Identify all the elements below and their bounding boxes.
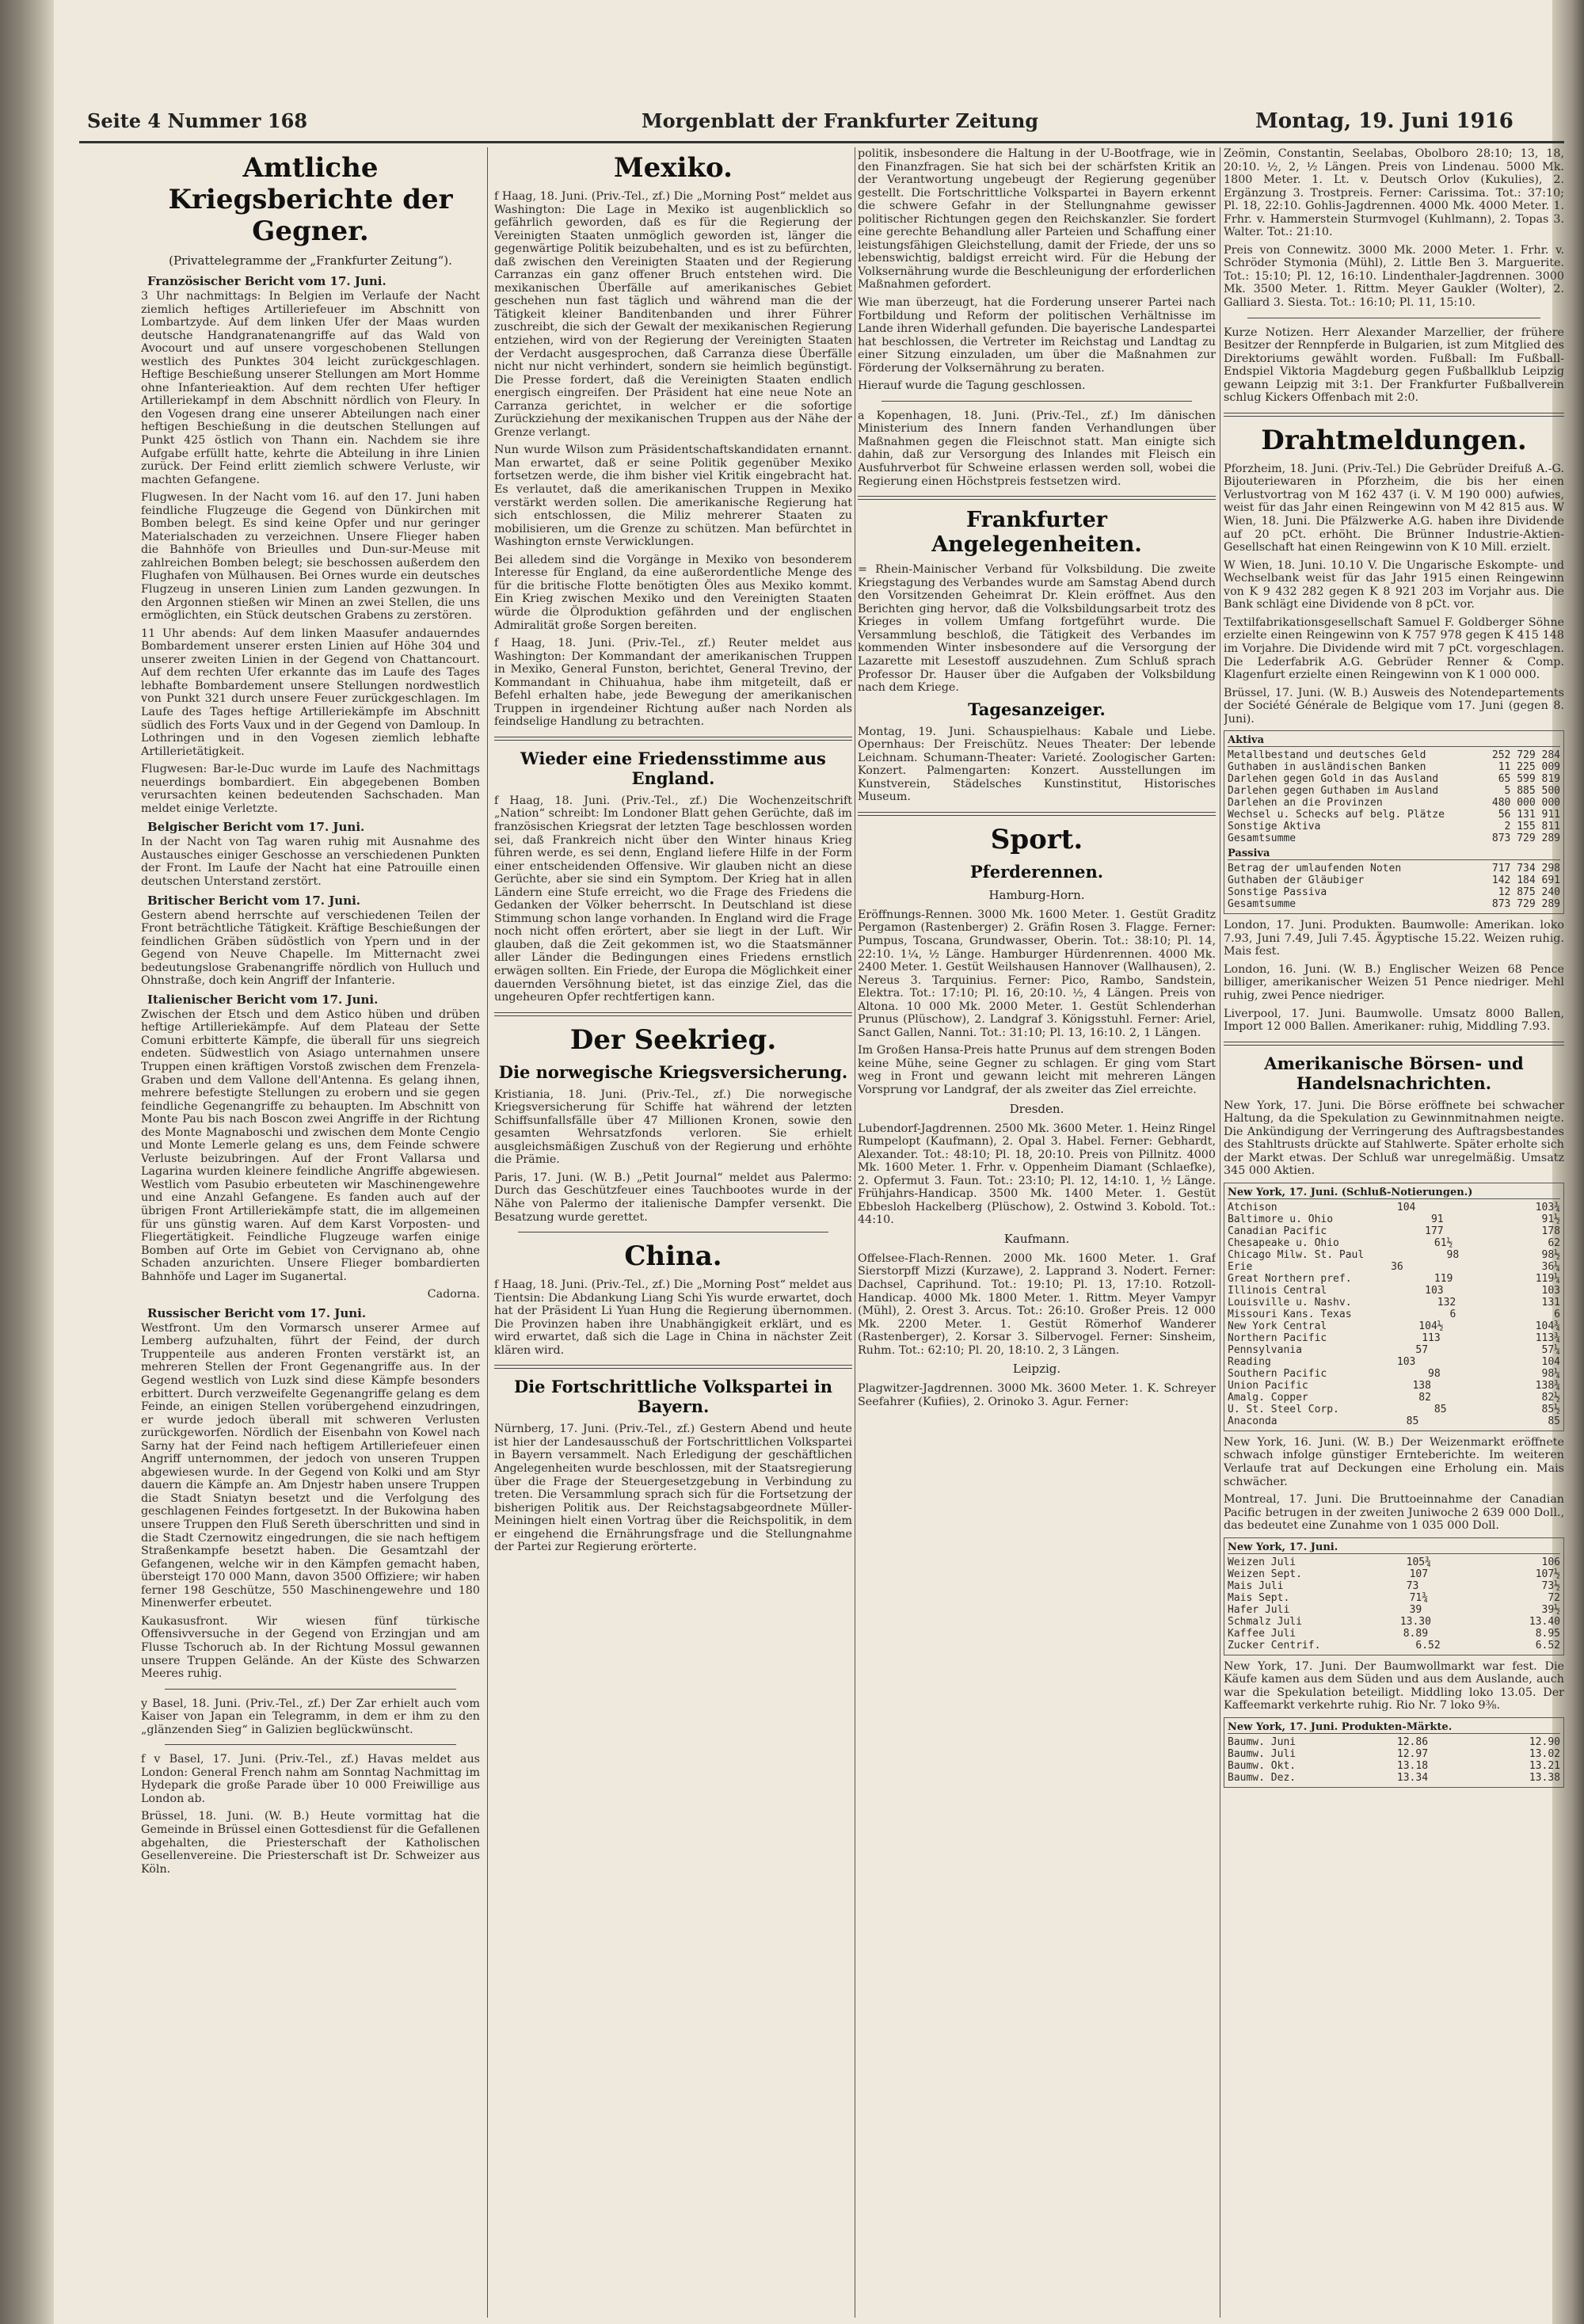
table-cell: 39	[1409, 1603, 1422, 1616]
separator	[858, 812, 1216, 816]
table-cell: 252 729 284	[1491, 749, 1560, 762]
table-row	[1228, 1580, 1560, 1592]
table-cell: 98½	[1541, 1248, 1560, 1261]
table-cell: 85½	[1541, 1403, 1560, 1415]
table-cell: 13.30	[1399, 1615, 1431, 1628]
table-rows	[1228, 863, 1560, 910]
article-paragraph: New York, 17. Juni. Der Baumwollmarkt war fest. Die Käufe kamen aus dem Süden und aus dem Auslande, auch war die Spekulation beteiligt. Middling loko 13.05. Der Kaffeemarkt verkehrte ruhig. Rio Nr. 7 loko 9⅜.	[1224, 1659, 1564, 1713]
separator	[858, 496, 1216, 500]
table-cell: 82	[1418, 1391, 1431, 1404]
article-paragraph: Flugwesen: Bar-le-Duc wurde im Laufe des Nachmittags neuerdings bombardiert. Ein abgegebenen Bomben verursachten keinen bedeutenden Sachschaden. Man meldet einige Verletzte.	[141, 763, 480, 815]
table-cell: 13.02	[1529, 1747, 1560, 1760]
article-paragraph: Westfront. Um den Vormarsch unserer Armee auf Lemberg aufzuhalten, führt der Feind, der durch Truppenteile aus anderen Fronten verstärkt ist, an mehreren Stellen der Front Gegenangriffe aus. In der Gegend westlich von Luzk sind diese Kämpfe besonders erbittert. Durch verzweifelte Gegenangriffe gelang es dem Feinde, an einigen Stellen vorübergehend einzudringen, er wurde jedoch überall mit schweren Verlusten zurückgeworfen. Nördlich der Eisenbahn von Kowel nach Sarny hat der Feind nach heftigem Artilleriefeuer einen Angriff unternommen, der jedoch von unseren Truppen abgewiesen wurde. In der Gegend von Kolki und am Styr dauern die Kämpfe an. Am Dnjestr haben unsere Truppen die Stadt Sniatyn besetzt und die Verfolgung des geschlagenen Feindes fortgesetzt. In der Bukowina haben unsere Truppen den Fluß Sereth überschritten und sind in die Stadt Czernowitz eingedrungen, die sie nach heftigem Straßenkampfe besetzt haben. Die Gesamtzahl der Gefangenen, welche wir in den Kämpfen gemacht haben, übersteigt 170 000 Mann, davon 3500 Offiziere; wir haben ferner 198 Geschütze, 550 Maschinengewehre und 180 Minenwerfer erbeutet.	[141, 1321, 480, 1610]
table-cell: 2 155 811	[1504, 821, 1560, 833]
table-cell: Canadian Pacific	[1228, 1225, 1327, 1237]
table-row	[1228, 1225, 1560, 1237]
table-row	[1228, 761, 1560, 773]
article-paragraph: Plagwitzer-Jagdrennen. 3000 Mk. 3600 Meter. 1. K. Schreyer Seefahrer (Kufiies), 2. Orinoko 3. Agur. Ferner:	[858, 1382, 1216, 1408]
running-header	[0, 109, 1584, 138]
table-row	[1228, 1249, 1560, 1261]
table-cell: Hafer Juli	[1228, 1603, 1290, 1616]
table-cell: Zucker Centrif.	[1228, 1639, 1321, 1652]
table-rows	[1228, 1202, 1560, 1427]
article-paragraph: Zeömin, Constantin, Seelabas, Obolboro 28:10; 13, 18, 20:10. ½, 2, ½ Längen. Preis von Lindenau. 5000 Mk. 1800 Meter. 1. Lt. v. Deutsch Orlov (Kukulies), 2. Ergänzung 3. Trostpreis. Ferner: Carissima. Tot.: 37:10; Pl. 18, 22:10. Gohlis-Jagdrennen. 4000 Mk. 4000 Meter. 1. Frhr. v. Hammerstein Sturmvogel (Kuhlmann), 2. Topas 3. Walter. Tot.: 21:10.	[1224, 147, 1564, 239]
article-paragraph: f Haag, 18. Juni. (Priv.-Tel., zf.) Die „Morning Post“ meldet aus Washington: Die Lage in Mexiko ist augenblicklich so gefährlich geworden, daß es für die Regierung der Vereinigten Staaten unmöglich geworden ist, länger die gegenwärtige Politik beizubehalten, und es ist zu befürchten, daß zwischen den Vereinigten Staaten und der Regierung Carranzas ein ganz offener Bruch entstehen wird. Die mexikanischen Überfälle auf amerikanisches Gebiet geschehen nun fast täglich und während man die der Tätigkeit kleiner Banditenbanden und ihrer Führer zuschreibt, die sich der Gewalt der mexikanischen Regierung entziehen, wird von der Regierung der Vereinigten Staaten der Verdacht ausgesprochen, daß Carranza diese Überfälle nicht nur nicht verhindert, sondern sie heimlich begünstigt. Die Presse fordert, daß die Vereinigten Staaten endlich energisch eingreifen. Der Präsident hat eine neue Note an Carranza gerichtet, in welcher er die sofortige Zurückziehung der mexikanischen Truppen aus der Nähe der Grenze verlangt.	[494, 190, 852, 439]
report-heading: Italienischer Bericht vom 17. Juni.	[147, 992, 379, 1007]
table-row	[1228, 1297, 1560, 1309]
table-cell: Chicago Milw. St. Paul	[1228, 1248, 1365, 1261]
table-cell: 103	[1541, 1284, 1560, 1297]
table-cell: 873 729 289	[1491, 832, 1560, 845]
table-row	[1228, 821, 1560, 832]
table-cell: Guthaben der Gläubiger	[1228, 874, 1365, 887]
table-row	[1228, 785, 1560, 797]
table-cell: Weizen Juli	[1228, 1556, 1297, 1568]
table-cell: 98	[1428, 1367, 1441, 1380]
separator	[881, 401, 1192, 402]
table-cell: 36¼	[1541, 1260, 1560, 1273]
table-row	[1228, 874, 1560, 886]
article-paragraph: f Haag, 18. Juni. (Priv.-Tel., zf.) Die Wochenzeitschrift „Nation“ schreibt: Im Londoner Blatt gehen Gerüchte, daß im französischen Kriegsrat der letzten Tage beschlossen worden sei, daß Frankreich nicht über den Winter hinaus Krieg führen werde, es sei denn, England liefere Hilfe in der Form einer entscheidenden Offensive. Wir glauben nicht an diese Gerüchte, aber sie sind ein Symptom. Der Krieg hat in allen Ländern eine Stufe erreicht, wo die Frage des Friedens die Gedanken der Völker beherrscht. In Deutschland ist diese Stimmung schon lange vorhanden. In England wird die Frage noch nicht offen erörtert, aber sie liegt in der Luft. Wir glauben, daß die Zeit gekommen ist, wo die Staatsmänner aller Länder die Bedingungen eines Friedens ernstlich erwägen sollten. Ein Friede, der Europa die Möglichkeit einer dauernden Versöhnung bietet, ist das einzige Ziel, das die ungeheuren Opfer rechtfertigen kann.	[494, 794, 852, 1004]
table-row	[1228, 1404, 1560, 1415]
article-subheadline: Die norwegische Kriegsversicherung.	[498, 1061, 848, 1082]
column-rule	[487, 147, 488, 2318]
table-cell: 12 875 240	[1498, 886, 1560, 899]
article-headline: Mexiko.	[614, 152, 733, 184]
table-cell: 103¾	[1535, 1201, 1560, 1213]
article-paragraph: Brüssel, 18. Juni. (W. B.) Heute vormittag hat die Gemeinde in Brüssel einen Gottesdienst für die Gefallenen abgehalten, die Priesterschaft der Katholischen Gesellenvereine. Die Priesterschaft ist Dr. Schweizer aus Köln.	[141, 1810, 480, 1876]
table-row	[1228, 1261, 1560, 1273]
table-cell: Darlehen gegen Gold in das Ausland	[1228, 773, 1439, 786]
stock-quotes-table	[1224, 1183, 1564, 1431]
table-row	[1228, 1309, 1560, 1320]
table-cell: 57¼	[1541, 1343, 1560, 1356]
table-cell: 6.52	[1415, 1639, 1441, 1652]
article-paragraph: Hierauf wurde die Tagung geschlossen.	[858, 379, 1086, 393]
table-row	[1228, 1760, 1560, 1772]
article-paragraph: y Basel, 18. Juni. (Priv.-Tel., zf.) Der Zar erhielt auch vom Kaiser von Japan ein Telegramm, in dem er ihm zu den „glänzenden Sieg“ in Galizien beglückwünscht.	[141, 1697, 480, 1736]
article-paragraph: Eröffnungs-Rennen. 3000 Mk. 1600 Meter. 1. Gestüt Graditz Pergamon (Rastenberger) 2. Gräfin Rosen 3. Flagge. Ferner: Pumpus, Toscana, Grundwasser, Oberin. Tot.: 38:10; Pl. 14, 22:10. 1¼, ½ Länge. Hamburger Hürdenrennen. 4000 Mk. 2400 Meter. 1. Gestüt Weilshausen Hannover (Wallhausen), 2. Nereus 3. Tarquinius. Ferner: Pico, Rambo, Sandstein, Elektra. Tot.: 17:10; Pl. 16, 20:10. ½, 4 Längen. Preis von Altona. 10 000 Mk. 2000 Meter. 1. Gestüt Schlenderhan Prunus (Plüschow), 2. Landgraf 3. Königsstuhl. Ferner: Ariel, Sanct Gallen, Nanni. Tot.: 31:10; Pl. 13, 16:10. 2, 1 Längen.	[858, 908, 1216, 1039]
table-cell: Guthaben in ausländischen Banken	[1228, 761, 1426, 774]
table-row	[1228, 809, 1560, 821]
table-cell: Betrag der umlaufenden Noten	[1228, 863, 1402, 875]
table-cell: 57	[1415, 1343, 1429, 1356]
table-row	[1228, 1415, 1560, 1427]
separator	[165, 1744, 456, 1745]
table-cell: 106	[1541, 1556, 1560, 1568]
table-row	[1228, 1368, 1560, 1380]
table-cell: 73	[1406, 1579, 1419, 1592]
table-cell: Great Northern pref.	[1228, 1272, 1352, 1285]
article-paragraph: Lubendorf-Jagdrennen. 2500 Mk. 3600 Meter. 1. Heinz Ringel Rumpelopt (Kaufmann), 2. Opal 3. Habel. Ferner: Gebhardt, Alexander. Tot.: 48:10; Pl. 18, 20:10. Preis von Pillnitz. 4000 Mk. 1600 Meter. 1. Frhr. v. Oppenheim Diamant (Schlaefke), 2. Opfermut 3. Faun. Tot.: 23:10; Pl. 12, 14:10. 1, ½ Länge. Frühjahrs-Handicap. 3500 Mk. 1400 Meter. 1. Gestüt Ebbesloh Hackelberg (Plüschow), 2. Ostwind 3. Kobold. Tot.: 44:10.	[858, 1122, 1216, 1227]
table-cell: 82½	[1541, 1391, 1560, 1404]
article-headline: Amtliche Kriegsberichte der Gegner.	[168, 152, 453, 247]
separator	[494, 737, 852, 741]
table-cell: 36	[1391, 1260, 1403, 1273]
table-row	[1228, 1748, 1560, 1760]
table-row	[1228, 1736, 1560, 1748]
table-cell: 6	[1449, 1308, 1456, 1320]
table-cell: 72	[1548, 1591, 1560, 1604]
table-cell: Mais Juli	[1228, 1579, 1284, 1592]
table-row	[1228, 1556, 1560, 1568]
table-row	[1228, 1616, 1560, 1628]
column-4	[1224, 147, 1564, 2318]
article-paragraph: Preis von Connewitz. 3000 Mk. 2000 Meter. 1. Frhr. v. Schröder Stymonia (Mühl), 2. Little Ben 3. Marguerite. Tot.: 15:10; Pl. 12, 16:10. Lindenthaler-Jagdrennen. 3000 Mk. 3500 Meter. 1. Rittm. Meyer Gaukler (Wolter), 2. Galliard 3. Siesta. Tot.: 16:10; Pl. 11, 15:10.	[1224, 243, 1564, 310]
table-cell: Sonstige Aktiva	[1228, 821, 1321, 833]
table-cell: 13.21	[1529, 1759, 1560, 1772]
article-paragraph: 11 Uhr abends: Auf dem linken Maasufer andauerndes Bombardement unserer ersten Linien auf Höhe 304 und unserer zweiten Linien in der Gegend von Chattancourt. Auf dem rechten Ufer erkannte das im Laufe des Tages lebhafte Bombardement unsere Stellungen nordwestlich von Punkt 321 durch unsere Feuer zurückgeschlagen. Im Laufe des Tages heftige Artilleriekämpfe im Abschnitt südlich des Forts Vaux und in der Gegend von Damloup. In Lothringen und in den Vogesen ziemlich lebhafte Artillerietätigkeit.	[141, 627, 480, 758]
table-cell: 178	[1541, 1225, 1560, 1237]
article-paragraph: London, 16. Juni. (W. B.) Englischer Weizen 68 Pence billiger, amerikanischer Weizen 51 Pence niedriger. Mehl ruhig, zwei Pence niedriger.	[1224, 962, 1564, 1002]
table-cell: 65 599 819	[1498, 773, 1560, 786]
article-paragraph: = Rhein-Mainischer Verband für Volksbildung. Die zweite Kriegstagung des Verbandes wurde am Samstag Abend durch den Vorsitzenden Geheimrat Dr. Klein eröffnet. Aus den Berichten ging hervor, daß die Volksbildungsarbeit trotz des Krieges in vollem Umfang fortgeführt wurde. Die Versammlung beschloß, die Tätigkeit des Verbandes im kommenden Winter insbesondere auf die Versorgung der Lazarette mit Lesestoff auszudehnen. Zum Schluß sprach Professor Dr. Hauser über die Aufgaben der Volksbildung nach dem Kriege.	[858, 563, 1216, 695]
article-paragraph: Flugwesen. In der Nacht vom 16. auf den 17. Juni haben feindliche Flugzeuge die Gegend von Dünkirchen mit Bomben belegt. Es sind keine Opfer und nur geringer Materialschaden zu verzeichnen. Unsere Flieger haben die Bahnhöfe von Brieulles und Dun-sur-Meuse mit zahlreichen Bomben belegt; sie beschossen außerdem den Flughafen von Mülhausen. Bei Ornes wurde ein deutsches Flugzeug in unseren Linien zum Landen gezwungen. In den Argonnen stießen wir Minen an zwei Stellen, die uns ermöglichten, ein Stück deutschen Grabens zu zerstören.	[141, 491, 480, 623]
table-cell: Reading	[1228, 1355, 1271, 1368]
table-cell: 132	[1437, 1296, 1456, 1309]
table-cell: Sonstige Passiva	[1228, 886, 1327, 899]
table-row	[1228, 1320, 1560, 1332]
article-paragraph: 3 Uhr nachmittags: In Belgien im Verlaufe der Nacht ziemlich heftiges Artilleriefeuer im Abschnitt von Lombartzyde. Auf dem linken Ufer der Maas wurden deutsche Handgranatenangriffe auf das Wald von Avocourt und auf unsere vorgeschobenen Stellungen westlich des Punktes 304 leicht zurückgeschlagen. Heftige Beschießung unserer Stellungen am Mort Homme ohne Infanterieaktion. Auf dem rechten Ufer heftiger Artilleriekampf in dem Abschnitt nördlich von Fleury. In den Vogesen drang eine unserer Abteilungen nach einer heftigen Beschießung in die deutschen Stellungen auf Punkt 425 östlich von Thann ein. Nachdem sie ihre Aufgabe erfüllt hatte, kehrte die Abteilung in ihre Linien zurück. Der Feind erlitt ziemlich schwere Verluste, wir machten Gefangene.	[141, 290, 480, 486]
table-cell: 73½	[1541, 1579, 1560, 1592]
table-cell: 6.52	[1535, 1639, 1560, 1652]
table-cell: 85	[1434, 1403, 1447, 1415]
report-heading: Französischer Bericht vom 17. Juni.	[147, 274, 386, 288]
table-row	[1228, 1356, 1560, 1368]
table-cell: 91½	[1541, 1213, 1560, 1225]
table-cell: 103	[1396, 1355, 1416, 1368]
table-cell: 13.18	[1396, 1759, 1429, 1772]
table-cell: Weizen Sept.	[1228, 1568, 1302, 1580]
section-headline: Sport.	[990, 823, 1083, 855]
table-row	[1228, 1592, 1560, 1604]
table-cell: 104	[1396, 1201, 1416, 1213]
article-paragraph: Pforzheim, 18. Juni. (Priv.-Tel.) Die Gebrüder Dreifuß A.-G. Bijouteriewaren in Pforzheim, die bis her einen Verlustvortrag von M 162 437 (i. V. M 190 000) aufwies, weist für das Jahr einen Reingewinn von M 42 815 aus. W Wien, 18. Juni. Die Pfälzwerke A.G. haben ihre Dividende auf 20 pCt. erhöht. Die Brünner Industrie-Aktien-Gesellschaft hat einen Reingewinn von K 10 Mill. erzielt.	[1224, 462, 1564, 554]
table-cell: 105¾	[1406, 1556, 1431, 1568]
table-cell: 12.90	[1529, 1735, 1560, 1748]
table-cell: 873 729 289	[1491, 898, 1560, 911]
table-cell: Northern Pacific	[1228, 1332, 1327, 1344]
article-headline: China.	[624, 1240, 722, 1273]
article-paragraph: Montag, 19. Juni. Schauspielhaus: Kabale und Liebe. Opernhaus: Der Freischütz. Neues Theater: Der lebende Leichnam. Schumann-Theater: Varieté. Zoologischer Garten: Konzert. Palmengarten: Konzert. Ausstellungen im Kunstverein, Städelsches Kunstinstitut, Historisches Museum.	[858, 725, 1216, 804]
venue-heading: Leipzig.	[1012, 1362, 1061, 1377]
table-cell: 107	[1409, 1568, 1429, 1580]
table-cell: 138¾	[1535, 1379, 1560, 1392]
table-cell: Metallbestand und deutsches Geld	[1228, 749, 1426, 762]
table-cell: Baumw. Okt.	[1228, 1759, 1297, 1772]
article-headline: Wieder eine Friedensstimme aus England.	[520, 748, 826, 788]
table-row	[1228, 1628, 1560, 1640]
article-paragraph: Kurze Notizen. Herr Alexander Marzellier, der frühere Besitzer der Rennpferde in Bulgarien, ist zum Mitglied des Direktoriums gewählt worden. Fußball: Im Fußball-Endspiel Viktoria Magdeburg gegen Fußballklub Leipzig gewann Leipzig mit 3:1. Der Frankfurter Fußballverein schlug Kickers Offenbach mit 2:0.	[1224, 326, 1564, 405]
table-heading: New York, 17. Juni. (Schluß-Notierungen.)	[1228, 1187, 1560, 1199]
table-cell: Schmalz Juli	[1228, 1615, 1302, 1628]
article-paragraph: Paris, 17. Juni. (W. B.) „Petit Journal“ meldet aus Palermo: Durch das Geschützfeuer eines Tauchbootes wurde in der Nähe von Palermo der italienische Dampfer versenkt. Die Besatzung wurde gerettet.	[494, 1171, 852, 1224]
article-paragraph: Nürnberg, 17. Juni. (Priv.-Tel., zf.) Gestern Abend und heute ist hier der Landesausschuß der Fortschrittlichen Volkspartei in Bayern versammelt. Nach Erledigung der geschäftlichen Angelegenheiten wurde beschlossen, mit der Staatsregierung über die Frage der Steuergesetzgebung in Verbindung zu treten. Die Versammlung sprach sich für die Fortsetzung der bisherigen Politik aus. Der Reichstagsabgeordnete Müller-Meiningen hielt einen Vortrag über die Reichspolitik, in dem er eingehend die Ernährungsfrage und die Stellungnahme der Partei zur Regierung erörterte.	[494, 1423, 852, 1554]
article-paragraph: Textilfabrikationsgesellschaft Samuel F. Goldberger Söhne erzielte einen Reingewinn von K 757 978 gegen K 415 148 im Vorjahre. Die Dividende wird mit 7 pCt. vorgeschlagen. Die Lederfabrik A.G. Gebrüder Renner & Comp. Klagenfurt erzielte einen Reingewinn von K 1 000 000.	[1224, 615, 1564, 682]
table-cell: Atchison	[1228, 1201, 1277, 1213]
table-cell: 177	[1425, 1225, 1444, 1237]
venue-heading: Hamburg-Horn.	[988, 887, 1085, 902]
column-1	[141, 147, 480, 2318]
table-row	[1228, 797, 1560, 809]
report-heading: Russischer Bericht vom 17. Juni.	[147, 1305, 367, 1320]
table-row	[1228, 832, 1560, 844]
table-cell: Southern Pacific	[1228, 1367, 1327, 1380]
section-headline: Amerikanische Börsen- und Handelsnachrichten.	[1264, 1053, 1524, 1093]
table-cell: 39½	[1541, 1603, 1560, 1616]
commodity-quotes-table	[1224, 1537, 1564, 1655]
table-row	[1228, 1273, 1560, 1285]
report-heading: Belgischer Bericht vom 17. Juni.	[147, 820, 365, 835]
table-cell: Amalg. Copper	[1228, 1391, 1308, 1404]
table-cell: Gesamtsumme	[1228, 832, 1297, 845]
article-paragraph: New York, 16. Juni. (W. B.) Der Weizenmarkt eröffnete schwach infolge günstiger Ernteberichte. Im weiteren Verlaufe trat auf Deckungen eine Erholung ein. Mais schwächer.	[1224, 1435, 1564, 1488]
table-heading: New York, 17. Juni. Produkten-Märkte.	[1228, 1721, 1560, 1734]
table-row	[1228, 1332, 1560, 1344]
table-cell: 104	[1541, 1355, 1560, 1368]
table-cell: 8.95	[1535, 1627, 1560, 1640]
book-binding-edge	[0, 0, 54, 2324]
table-cell: 480 000 000	[1491, 797, 1560, 810]
table-cell: Erie	[1228, 1260, 1253, 1273]
table-cell: Darlehen gegen Guthaben im Ausland	[1228, 785, 1439, 798]
table-row	[1228, 1237, 1560, 1249]
table-cell: 142 184 691	[1491, 874, 1560, 887]
table-cell: 56 131 911	[1498, 809, 1560, 821]
article-paragraph: Wie man überzeugt, hat die Forderung unserer Partei nach Fortbildung und Reform der politischen Verhältnisse im Lande ihren Widerhall gefunden. Die bayerische Landespartei hat beschlossen, die Vertreter im Reichstag und Landtag zu einer Sitzung einzuladen, um über die Maßnahmen zur Förderung der Volksernährung zu beraten.	[858, 296, 1216, 375]
table-cell: 119¼	[1535, 1272, 1560, 1285]
table-heading: Aktiva	[1228, 734, 1560, 747]
masthead-title: Morgenblatt der Frankfurter Zeitung	[642, 109, 1039, 132]
table-cell: 98	[1446, 1248, 1460, 1261]
table-rows	[1228, 1556, 1560, 1652]
table-cell: U. St. Steel Corp.	[1228, 1403, 1339, 1415]
article-paragraph: Kristiania, 18. Juni. (Priv.-Tel., zf.) Die norwegische Kriegsversicherung für Schiffe hat während der letzten Schiffsunfallsfälle über 47 Millionen Kronen, sowie den gesamten Wehrsatzfonds verloren. Sie erhielt ausgleichsmäßigen Zuschuß von der Regierung und erhöhte die Prämie.	[494, 1088, 852, 1167]
article-paragraph: Liverpool, 17. Juni. Baumwolle. Umsatz 8000 Ballen, Import 12 000 Ballen. Amerikaner: ruhig, Middling 7.93.	[1224, 1007, 1564, 1034]
table-cell: Union Pacific	[1228, 1379, 1308, 1392]
column-2	[494, 147, 852, 2318]
signature: Cadorna.	[427, 1288, 480, 1301]
table-cell: 11 225 009	[1498, 761, 1560, 774]
article-subheadline: Pferderennen.	[969, 861, 1104, 882]
article-paragraph: London, 17. Juni. Produkten. Baumwolle: Amerikan. loko 7.93, Juni 7.49, Juli 7.45. Ägyptische 15.22. Weizen ruhig. Mais fest.	[1224, 919, 1564, 958]
bank-statement-table	[1224, 730, 1564, 914]
venue-heading: Kaufmann.	[1003, 1231, 1070, 1246]
article-paragraph: W Wien, 18. Juni. 10.10 V. Die Ungarische Eskompte- und Wechselbank weist für das Jahr 1915 einen Reingewinn von K 9 432 282 gegen K 8 921 203 im Vorjahr aus. Die Bank schlägt eine Dividende von 8 pCt. vor.	[1224, 558, 1564, 611]
table-cell: Chesapeake u. Ohio	[1228, 1236, 1339, 1249]
table-row	[1228, 773, 1560, 785]
separator	[494, 1365, 852, 1369]
article-paragraph: Kaukasusfront. Wir wiesen fünf türkische Offensivversuche in der Gegend von Erzingjan und am Flusse Tschoruch ab. In der Richtung Mossul gewannen unsere Truppen Gelände. An der Küste des Schwarzen Meeres ruhig.	[141, 1614, 480, 1681]
section-headline: Tagesanzeiger.	[968, 699, 1106, 719]
table-row	[1228, 863, 1560, 874]
table-rows	[1228, 1736, 1560, 1784]
article-paragraph: Nun wurde Wilson zum Präsidentschaftskandidaten ernannt. Man erwartet, daß er seine Politik gegenüber Mexiko fortsetzen werde, die ihm bisher viel Kritik eingebracht hat. Es verlautet, daß die amerikanischen Truppen in Mexiko verstärkt werden sollen. Die amerikanische Regierung hat sich entschlossen, die Miliz mehrerer Staaten zu mobilisieren, um die Grenze zu schützen. Man befürchtet in Washington ernste Verwicklungen.	[494, 444, 852, 549]
table-cell: Mais Sept.	[1228, 1591, 1290, 1604]
section-headline: Frankfurter Angelegenheiten.	[931, 508, 1142, 558]
separator	[1224, 1042, 1564, 1046]
table-cell: Pennsylvania	[1228, 1343, 1302, 1356]
section-headline: Drahtmeldungen.	[1261, 424, 1527, 456]
article-paragraph: a Kopenhagen, 18. Juni. (Priv.-Tel., zf.) Im dänischen Ministerium des Innern fanden Verhandlungen über Maßnahmen gegen die Fleischnot statt. Man einigte sich dahin, daß zur Versorgung des Inlandes mit Fleisch ein Ausfuhrverbot für Schweine erlassen werden soll, wobei die Regierung einen Höchstpreis festsetzen wird.	[858, 409, 1216, 488]
table-heading: New York, 17. Juni.	[1228, 1541, 1560, 1554]
table-cell: 13.34	[1396, 1771, 1429, 1784]
table-row	[1228, 1213, 1560, 1225]
table-cell: 12.86	[1396, 1735, 1429, 1748]
table-cell: 107½	[1535, 1568, 1560, 1580]
article-paragraph: Im Großen Hansa-Preis hatte Prunus auf dem strengen Boden keine Mühe, seine Gegner zu schlagen. Er ging vom Start weg in Front und gewann leicht mit mehreren Längen Vorsprung vor Landgraf, der als zweiter das Ziel erreichte.	[858, 1044, 1216, 1096]
table-cell: 113¾	[1535, 1332, 1560, 1344]
article-paragraph: In der Nacht von Tag waren ruhig mit Ausnahme des Austausches einiger Geschosse an verschiedenen Punkten der Front. Im Laufe der Nacht hat eine Patrouille einen deutschen Unterstand zerstört.	[141, 836, 480, 888]
table-row	[1228, 1392, 1560, 1404]
article-headline: Der Seekrieg.	[569, 1023, 777, 1056]
article-paragraph: Brüssel, 17. Juni. (W. B.) Ausweis des Notendepartements der Société Générale de Belgique vom 17. Juni (gegen 8. Juni).	[1224, 686, 1564, 726]
table-row	[1228, 1202, 1560, 1213]
table-cell: 91	[1430, 1213, 1444, 1225]
table-cell: Illinois Central	[1228, 1284, 1327, 1297]
table-cell: Gesamtsumme	[1228, 898, 1297, 911]
article-paragraph: f Haag, 18. Juni. (Priv.-Tel., zf.) Reuter meldet aus Washington: Der Kommandant der amerikanischen Truppen in Mexiko, General Funston, berichtet, General Trevino, der Kommandant in Chihuahua, habe ihm mitgeteilt, daß er Befehl erhalten habe, jede Bewegung der amerikanischen Truppen in irgendeiner Richtung außer nach Norden als feindselige Handlung zu betrachten.	[494, 637, 852, 729]
article-subtitle: (Privattelegramme der „Frankfurter Zeitung“).	[169, 253, 452, 268]
article-paragraph: Gestern abend herrschte auf verschiedenen Teilen der Front beträchtliche Tätigkeit. Kräftige Beschießungen der feindlichen Gräben südöstlich von Ypern und in der Gegend von Neuve Chapelle. Im Mitternacht zwei bedeutungslose Grabenangriffe nördlich von Hulluch und Ohnstraße, doch kein Angriff der Infanterie.	[141, 909, 480, 988]
page-number: Seite 4 Nummer 168	[87, 109, 308, 132]
table-cell: 13.40	[1529, 1615, 1560, 1628]
table-cell: 113	[1422, 1332, 1441, 1344]
table-rows	[1228, 749, 1560, 844]
table-cell: 138	[1412, 1379, 1431, 1392]
table-cell: 5 885 500	[1504, 785, 1560, 798]
article-paragraph: Zwischen der Etsch und dem Astico hüben und drüben heftige Artilleriekämpfe. Auf dem Plateau der Sette Comuni erbitterte Kämpfe, die überall für uns siegreich endeten. Südwestlich von Asiago unternahmen unsere Truppen einen kräftigen Vorstoß zwischen dem Frenzela-Graben und dem Vallone dell'Antenna. Es gelang ihnen, mehrere befestigte Stellungen zu erobern und sie gegen feindliche Gegenangriffe zu behaupten. Im Abschnitt von Monte Pau bis nach Boscon zwei Angriffe in der Richtung des Monte Magnaboschi und zwischen dem Monte Cengio und Monte Lemerle gelang es uns, dem Feinde schwere Verluste beizubringen. Auf der Front Vallarsa und Lagarina wurden kleinere feindliche Angriffe abgewiesen. Westlich vom Pasubio erbeuteten wir Maschinengewehre und eine Anzahl Gefangene. Es fanden auch auf der übrigen Front Artilleriekämpfe statt, die im allgemeinen für uns günstig waren. Auf dem Karst Vorposten- und Fliegertätigkeit. Feindliche Flugzeuge warfen einige Bomben auf Orte im Gebiet von Cervignano ab, ohne Schaden anzurichten. Unsere Flieger bombardierten Bahnhöfe und Lager im Suganertal.	[141, 1008, 480, 1283]
table-cell: Missouri Kans. Texas	[1228, 1308, 1352, 1320]
table-row	[1228, 1772, 1560, 1784]
report-heading: Britischer Bericht vom 17. Juni.	[147, 893, 361, 908]
table-cell: 85	[1548, 1415, 1560, 1427]
article-paragraph: politik, insbesondere die Haltung in der U-Bootfrage, wie in den Finanzfragen. Sie hat sich bei der schärfsten Kritik an der Verantwortung ungebeugt der Regierung gegenüber gestellt. Die Fortschrittliche Volkspartei in Bayern erkennt die schwere Gefahr in der Stellungnahme gewisser politischer Richtungen gegen den Reichskanzler. Sie fordert eine gerechte Behandlung aller Parteien und Schaffung einer leistungsfähigen Gleichstellung, damit der Friede, der uns so lebenswichtig, baldigst erreicht wird. Für die Hebung der Volksernährung wurde die Beschleunigung der erforderlichen Maßnahmen gefordert.	[858, 147, 1216, 291]
separator	[1224, 413, 1564, 417]
table-row	[1228, 1380, 1560, 1392]
table-cell: Louisville u. Nashv.	[1228, 1296, 1352, 1309]
table-cell: 12.97	[1396, 1747, 1429, 1760]
article-paragraph: Montreal, 17. Juni. Die Bruttoeinnahme der Canadian Pacific betrugen in der zweiten Juniwoche 2 639 000 Doll., das bedeutet eine Zunahme von 1 035 000 Doll.	[1224, 1493, 1564, 1533]
table-row	[1228, 1285, 1560, 1297]
table-cell: 104¾	[1535, 1320, 1560, 1332]
article-paragraph: New York, 17. Juni. Die Börse eröffnete bei schwacher Haltung, da die Spekulation zu Gewinnmitnahmen neigte. Die Ankündigung der Verringerung des Auftragsbestandes des Stahltrusts drückte auf Stahlwerte. Später erholte sich der Markt etwas. Der Schluß war unregelmäßig. Umsatz 345 000 Aktien.	[1224, 1099, 1564, 1178]
issue-date: Montag, 19. Juni 1916	[1255, 109, 1514, 133]
article-paragraph: Bei alledem sind die Vorgänge in Mexiko von besonderem Interesse für England, da eine außerordentliche Menge des für die britische Flotte benötigten Öles aus Mexiko kommt. Ein Krieg zwischen Mexiko und den Vereinigten Staaten würde die Ölproduktion gefährden und der englischen Admiralität große Sorgen bereiten.	[494, 553, 852, 632]
table-cell: 717 734 298	[1491, 863, 1560, 875]
table-cell: Anaconda	[1228, 1415, 1277, 1427]
table-row	[1228, 1604, 1560, 1616]
table-cell: 85	[1406, 1415, 1419, 1427]
header-rule	[79, 141, 1564, 143]
table-row	[1228, 886, 1560, 898]
table-cell: 62	[1548, 1236, 1560, 1249]
table-heading: Passiva	[1228, 848, 1560, 860]
table-cell: 131	[1541, 1296, 1560, 1309]
article-paragraph: Offelsee-Flach-Rennen. 2000 Mk. 1600 Meter. 1. Graf Sierstorpff Mizzi (Kurzawe), 2. Lapprand 3. Nodert. Ferner: Dachsel, Caprihund. Tot.: 19:10; Pl. 13, 17:10. Rotzoll-Handicap. 4000 Mk. 1800 Meter. 1. Rittm. Meyer Vampyr (Mühl), 2. Orest 3. Arcus. Tot.: 26:10. Großer Preis. 12 000 Mk. 2200 Meter. 1. Gestüt Römerhof Wanderer (Rastenberger), 2. Korsar 3. Silbervogel. Ferner: Sinsheim, Ruhm. Tot.: 62:10; Pl. 20, 18:10. 2, 3 Längen.	[858, 1252, 1216, 1357]
cotton-quotes-table	[1224, 1717, 1564, 1788]
table-cell: Wechsel u. Schecks auf belg. Plätze	[1228, 809, 1445, 821]
table-cell: Baumw. Juni	[1228, 1735, 1297, 1748]
table-row	[1228, 1568, 1560, 1580]
article-paragraph: f v Basel, 17. Juni. (Priv.-Tel., zf.) Havas meldet aus London: General French nahm am Sonntag Nachmittag im Hydepark die große Parade über 10 000 Freiwillige aus London ab.	[141, 1753, 480, 1805]
table-cell: Baumw. Dez.	[1228, 1771, 1297, 1784]
table-cell: 61½	[1434, 1236, 1453, 1249]
separator	[494, 1012, 852, 1016]
table-cell: 6	[1554, 1308, 1560, 1320]
table-cell: Kaffee Juli	[1228, 1627, 1297, 1640]
column-3	[858, 147, 1216, 2318]
table-cell: 71¾	[1409, 1591, 1429, 1604]
venue-heading: Dresden.	[1009, 1101, 1064, 1116]
article-paragraph: f Haag, 18. Juni. (Priv.-Tel., zf.) Die „Morning Post“ meldet aus Tientsin: Die Abdankung Liang Schi Yis wurde erwartet, doch hat der Präsident Li Yuan Hung die Regierung übernommen. Die Provinzen haben ihre Unabhängigkeit erklärt, und es wird erwartet, daß sich die Lage in China in nächster Zeit klären wird.	[494, 1278, 852, 1357]
table-cell: Baumw. Juli	[1228, 1747, 1297, 1760]
table-cell: 8.89	[1403, 1627, 1429, 1640]
table-cell: New York Central	[1228, 1320, 1327, 1332]
table-cell: Baltimore u. Ohio	[1228, 1213, 1334, 1225]
table-cell: 104½	[1418, 1320, 1444, 1332]
table-row	[1228, 1640, 1560, 1652]
table-cell: 119	[1434, 1272, 1453, 1285]
table-row	[1228, 898, 1560, 910]
article-headline: Die Fortschrittliche Volkspartei in Bayern.	[513, 1377, 833, 1417]
table-cell: 13.38	[1529, 1771, 1560, 1784]
table-cell: 103	[1425, 1284, 1444, 1297]
table-cell: 98¼	[1541, 1367, 1560, 1380]
table-cell: Darlehen an die Provinzen	[1228, 797, 1383, 810]
table-row	[1228, 749, 1560, 761]
separator	[165, 1689, 456, 1690]
table-row	[1228, 1344, 1560, 1356]
